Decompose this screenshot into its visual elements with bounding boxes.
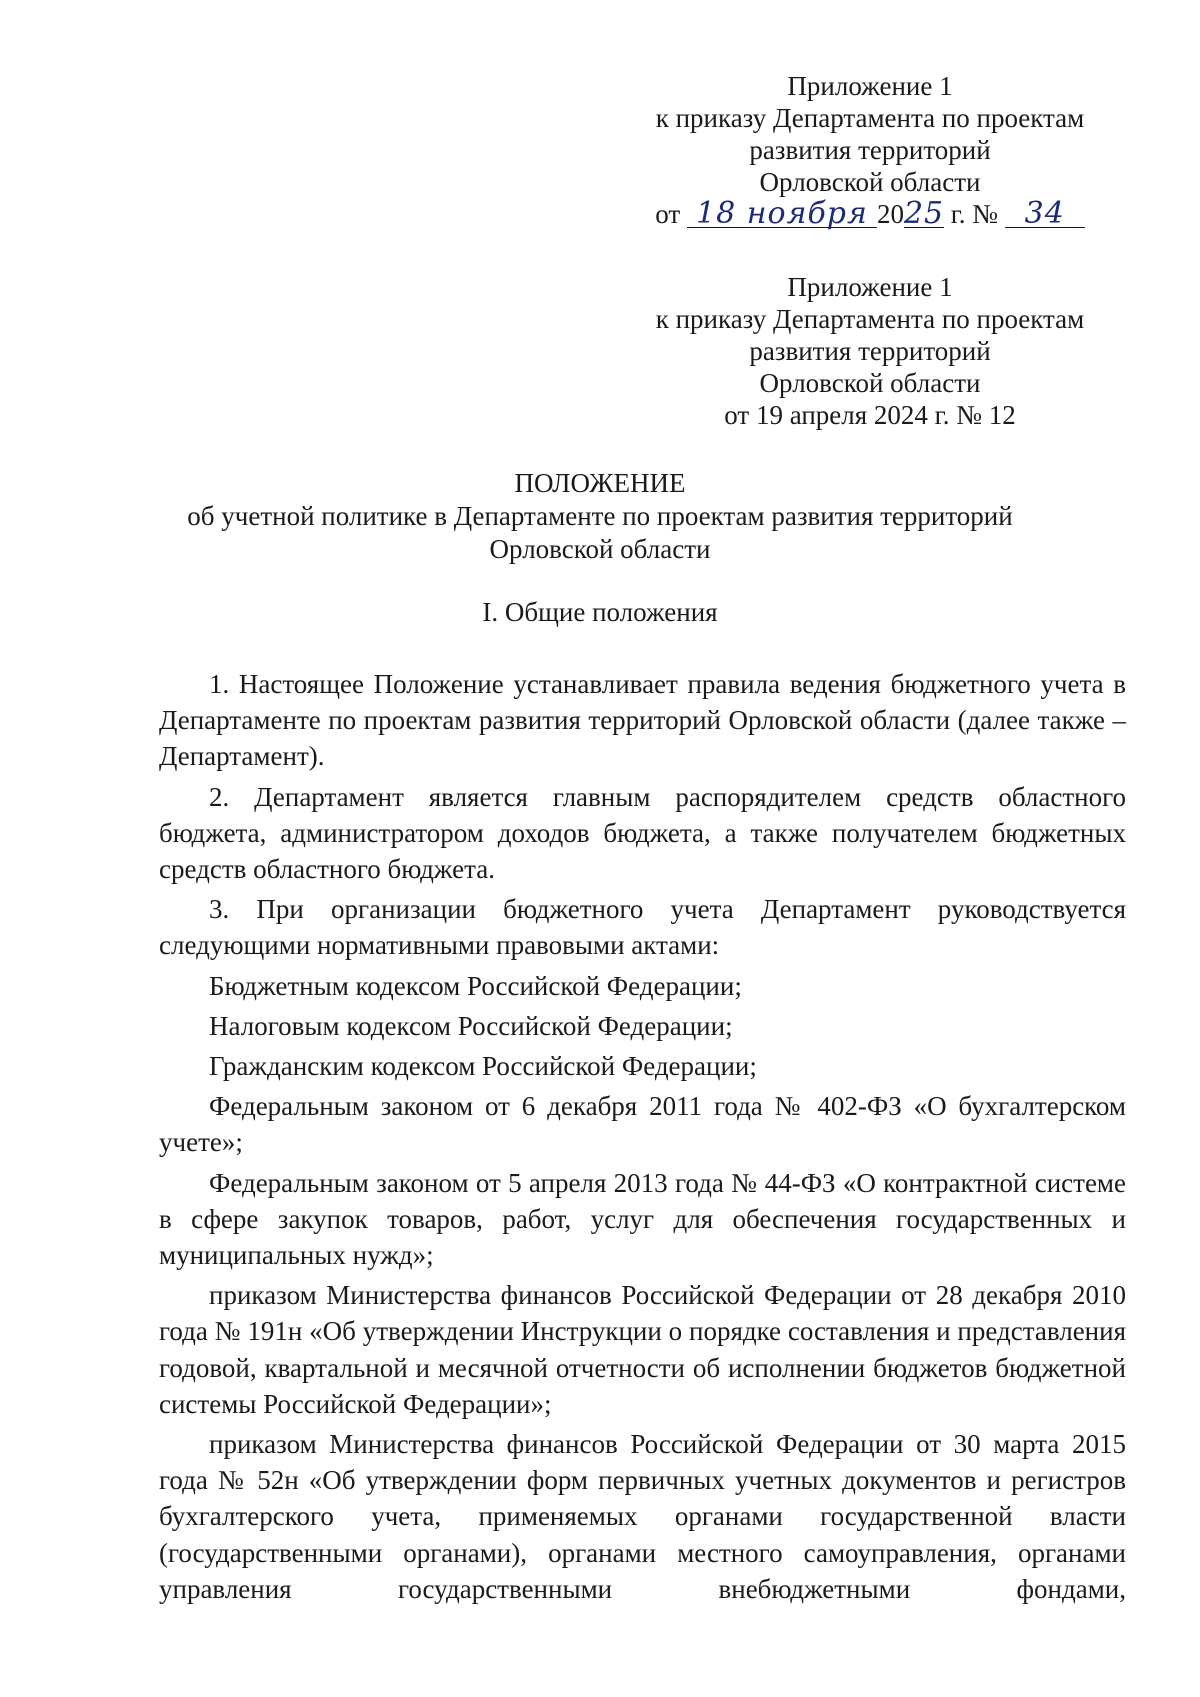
list-item: Бюджетным кодексом Российской Федерации;: [209, 970, 742, 1001]
list-item: Налоговым кодексом Российской Федерации;: [209, 1010, 733, 1041]
appendix-department: развития территорий: [749, 135, 991, 165]
list-item: Гражданским кодексом Российской Федерации;: [209, 1051, 757, 1082]
appendix-order-ref: к приказу Департамента по проектам: [655, 103, 1085, 133]
list-item: Федеральным законом от 6 декабря 2011 года № 402-ФЗ «О бухгалтерском учете»;: [159, 1091, 1126, 1158]
year-postfix: г. №: [950, 199, 998, 229]
title-subtitle-line: об учетной политике в Департаменте по проектам развития территорий: [187, 501, 1013, 531]
list-item: приказом Министерства финансов Российской Федерации от 30 марта 2015 года № 52н «Об утверждении форм первичных учетных документов и регистров бухгалтерского учета, применяемых органами государственной власти (государственными органами), органами местного самоуправления, органами управления государственными внебюджетными фондами,: [159, 1429, 1126, 1604]
appendix-region: Орловской области: [759, 167, 981, 197]
appendix-region: Орловской области: [759, 368, 981, 398]
year-prefix: 20: [876, 199, 904, 229]
appendix-order-ref: к приказу Департамента по проектам: [655, 304, 1085, 334]
handwritten-date: 18 ноября: [696, 196, 868, 231]
paragraph: 3. При организации бюджетного учета Департамент руководствуется следующими нормативными правовыми актами:: [159, 894, 1126, 961]
section-heading: I. Общие положения: [482, 597, 718, 627]
number-blank: [1005, 196, 1085, 231]
appendix-date-line: [640, 198, 1100, 230]
list-item: Федеральным законом от 5 апреля 2013 года № 44-ФЗ «О контрактной системе в сфере закупок товаров, работ, услуг для обеспечения государственных и муниципальных нужд»;: [159, 1167, 1126, 1271]
appendix-block-current: [640, 70, 1100, 230]
handwritten-number: 34: [1024, 196, 1065, 231]
paragraph: 2. Департамент является главным распорядителем средств областного бюджета, администратором доходов бюджета, а также получателем бюджетных средств областного бюджета.: [159, 781, 1126, 885]
date-prefix: от: [655, 199, 681, 229]
appendix-date: от 19 апреля 2024 г. № 12: [724, 400, 1016, 430]
document-title: [100, 467, 1100, 566]
appendix-block-previous: [640, 271, 1100, 431]
title-heading: ПОЛОЖЕНИЕ: [514, 468, 686, 498]
list-item: приказом Министерства финансов Российской Федерации от 28 декабря 2010 года № 191н «Об утверждении Инструкции о порядке составления и представления годовой, квартальной и месячной отчетности об исполнении бюджетов бюджетной системы Российской Федерации»;: [159, 1280, 1126, 1419]
document-body: [159, 666, 1126, 1607]
year-blank: [903, 196, 945, 231]
appendix-label: Приложение 1: [787, 71, 953, 101]
paragraph: 1. Настоящее Положение устанавливает правила ведения бюджетного учета в Департаменте по проектам развития территорий Орловской области (далее также – Департамент).: [159, 669, 1126, 772]
appendix-label: Приложение 1: [787, 272, 953, 302]
title-subtitle-line: Орловской области: [489, 534, 711, 564]
appendix-department: развития территорий: [749, 336, 991, 366]
date-blank: [687, 196, 877, 231]
handwritten-year: 25: [903, 196, 945, 231]
